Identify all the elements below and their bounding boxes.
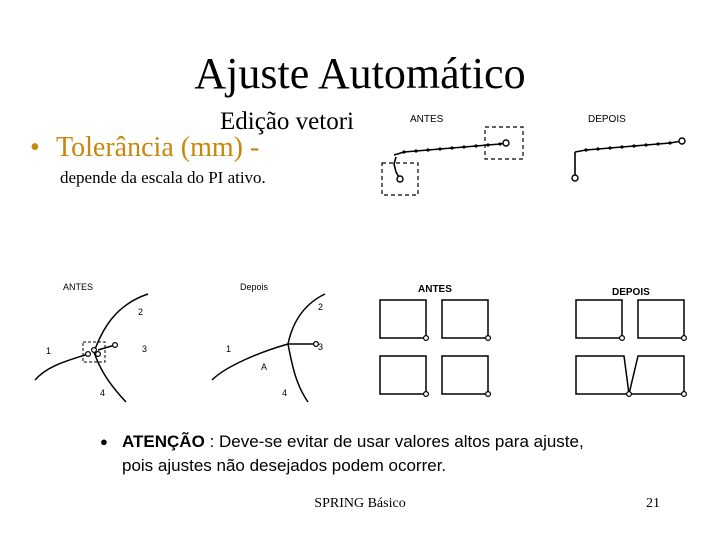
node-label-3-after: 3 (318, 342, 324, 352)
page-number: 21 (646, 496, 660, 511)
figure-squares-label-antes: ANTES (418, 284, 452, 295)
warning-note (100, 430, 660, 478)
figure-polygon-snap (372, 278, 692, 402)
node-label-2: 2 (138, 307, 144, 317)
node-label-4-after: 4 (282, 388, 288, 398)
figure-node-snap (30, 270, 340, 410)
note-strong: ATENÇÃO (122, 432, 205, 451)
figure-top-label-depois: DEPOIS (588, 114, 626, 125)
node-label-1: 1 (46, 346, 52, 356)
figure-line-snap (370, 100, 700, 205)
slide-subtitle: Edição vetori (220, 108, 354, 135)
bullet-title: Tolerância (mm) - (56, 132, 260, 163)
bullet-description: depende da escala do PI ativo. (60, 168, 266, 187)
figure-top-label-antes: ANTES (410, 114, 444, 125)
bullet-tolerancia (30, 132, 259, 164)
node-label-4: 4 (100, 388, 106, 398)
note-line-1: : Deve-se evitar de usar valores altos para ajuste, (204, 432, 584, 451)
note-bullet: ● (100, 434, 108, 449)
node-label-1-after: 1 (226, 344, 232, 354)
node-label-a: A (261, 362, 268, 372)
note-line-2: pois ajustes não desejados podem ocorrer. (122, 456, 447, 475)
bullet-marker: • (30, 132, 40, 163)
slide-title: Ajuste Automático (194, 49, 526, 98)
figure-squares-label-depois: DEPOIS (612, 287, 650, 298)
node-label-2-after: 2 (318, 302, 324, 312)
figure-curve-label-depois: Depois (240, 282, 269, 292)
slide-footer: SPRING Básico (314, 496, 406, 511)
figure-curve-label-antes: ANTES (63, 282, 94, 292)
node-label-3: 3 (142, 344, 148, 354)
